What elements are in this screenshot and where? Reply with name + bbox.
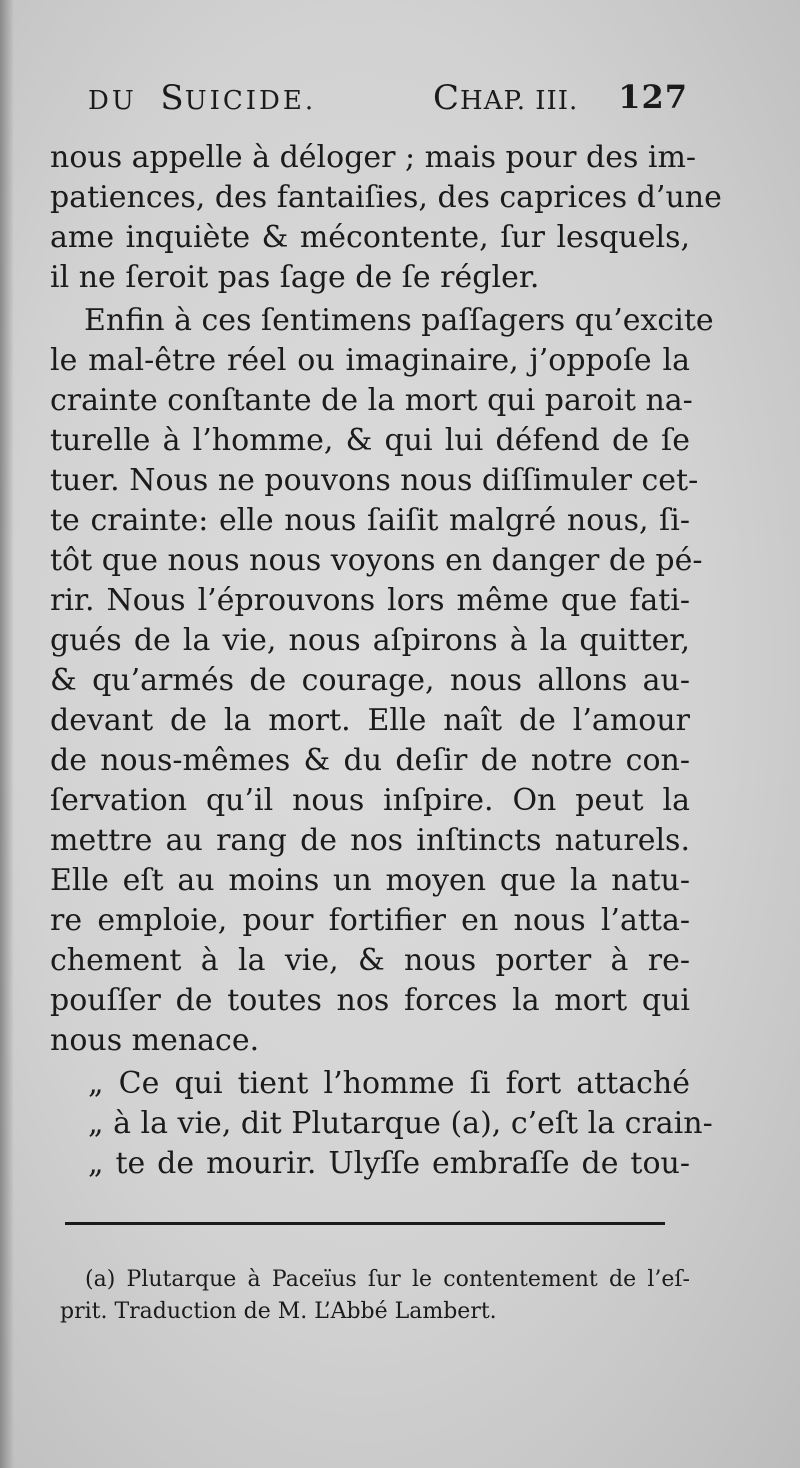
page-gutter-shadow bbox=[0, 0, 14, 1468]
page-number: 127 bbox=[618, 78, 688, 116]
text-line: mettre au rang de nos inſtincts naturels. bbox=[50, 823, 690, 858]
text-line: patiences, des fantaiſies, des caprices d’une bbox=[50, 180, 722, 215]
quote-line: „ à la vie, dit Plutarque (a), c’eſt la crain- bbox=[88, 1106, 713, 1141]
chapter-label: CHAP. III. bbox=[433, 78, 579, 118]
text-line: nous appelle à déloger ; mais pour des im- bbox=[50, 140, 697, 175]
text-line: Enfin à ces ſentimens paſſagers qu’excite bbox=[84, 303, 714, 338]
text-line: rir. Nous l’éprouvons lors même que fati- bbox=[50, 583, 690, 618]
text-line: Elle eſt au moins un moyen que la natu- bbox=[50, 863, 690, 898]
text-line: il ne ſeroit pas ſage de ſe régler. bbox=[50, 260, 540, 295]
text-line: nous menace. bbox=[50, 1023, 260, 1058]
running-header bbox=[88, 68, 688, 124]
running-title: DU SUICIDE. bbox=[88, 78, 317, 118]
text-line: pouſſer de toutes nos forces la mort qui bbox=[50, 983, 690, 1018]
text-line: te crainte: elle nous ſaiſit malgré nous, ſi- bbox=[50, 503, 690, 538]
footnote-line: prit. Traduction de M. L’Abbé Lambert. bbox=[60, 1299, 497, 1324]
text-line: ame inquiète & mécontente, ſur lesquels, bbox=[50, 220, 690, 255]
text-line: gués de la vie, nous aſpirons à la quitter, bbox=[50, 623, 690, 658]
text-line: re emploie, pour fortifier en nous l’atta- bbox=[50, 903, 690, 938]
quote-line: „ Ce qui tient l’homme ſi fort attaché bbox=[88, 1066, 690, 1101]
quote-line: „ te de mourir. Ulyſſe embraſſe de tou- bbox=[88, 1146, 690, 1181]
text-line: tuer. Nous ne pouvons nous diſſimuler cet- bbox=[50, 463, 699, 498]
text-line: le mal-être réel ou imaginaire, j’oppoſe la bbox=[50, 343, 690, 378]
text-line: turelle à l’homme, & qui lui défend de ſe bbox=[50, 423, 690, 458]
text-line: de nous-mêmes & du deſir de notre con- bbox=[50, 743, 690, 778]
text-line: ſervation qu’il nous inſpire. On peut la bbox=[50, 783, 690, 818]
text-line: & qu’armés de courage, nous allons au- bbox=[50, 663, 690, 698]
text-line: chement à la vie, & nous porter à re- bbox=[50, 943, 690, 978]
text-line: tôt que nous nous voyons en danger de pé- bbox=[50, 543, 703, 578]
text-line: crainte conſtante de la mort qui paroit na- bbox=[50, 383, 693, 418]
text-line: devant de la mort. Elle naît de l’amour bbox=[50, 703, 690, 738]
footnote-rule bbox=[65, 1222, 665, 1225]
footnote-line: (a) Plutarque à Paceïus ſur le contentement de l’eſ- bbox=[85, 1267, 690, 1292]
